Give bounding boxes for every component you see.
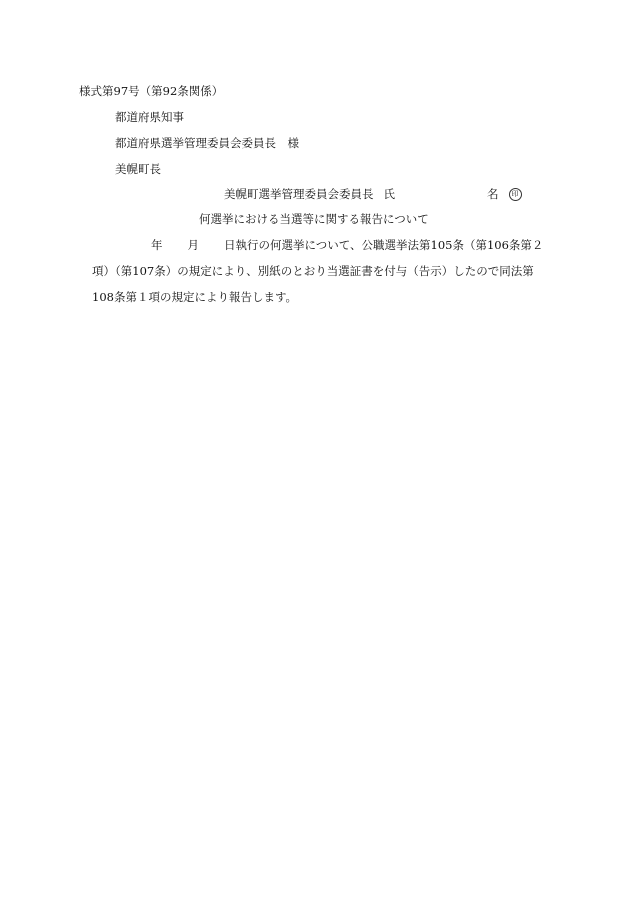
name-label-given: 名 (487, 187, 499, 201)
body-line-1-text: 日執行の何選挙について、公職選挙法第105条（第106条第２ (224, 238, 544, 252)
document-subject: 何選挙における当選等に関する報告について (199, 212, 429, 226)
addressee-governor: 都道府県知事 (115, 110, 184, 124)
sender-title: 美幌町選挙管理委員会委員長 (224, 187, 374, 201)
name-label-surname: 氏 (383, 187, 395, 201)
addressee-election-commission-chair: 都道府県選挙管理委員会委員長 様 (115, 136, 299, 150)
sender-line (224, 187, 522, 202)
month-label: 月 (187, 238, 199, 252)
body-line-1 (151, 238, 543, 252)
body-line-2: 項）（第107条）の規定により、別紙のとおり当選証書を付与（告示）したので同法第 (92, 264, 534, 278)
addressee-town-mayor: 美幌町長 (115, 162, 161, 176)
year-label: 年 (151, 238, 163, 252)
seal-icon: 印 (509, 188, 522, 201)
form-number: 様式第97号（第92条関係） (79, 84, 224, 98)
body-line-3: 108条第１項の規定により報告します。 (92, 290, 298, 304)
